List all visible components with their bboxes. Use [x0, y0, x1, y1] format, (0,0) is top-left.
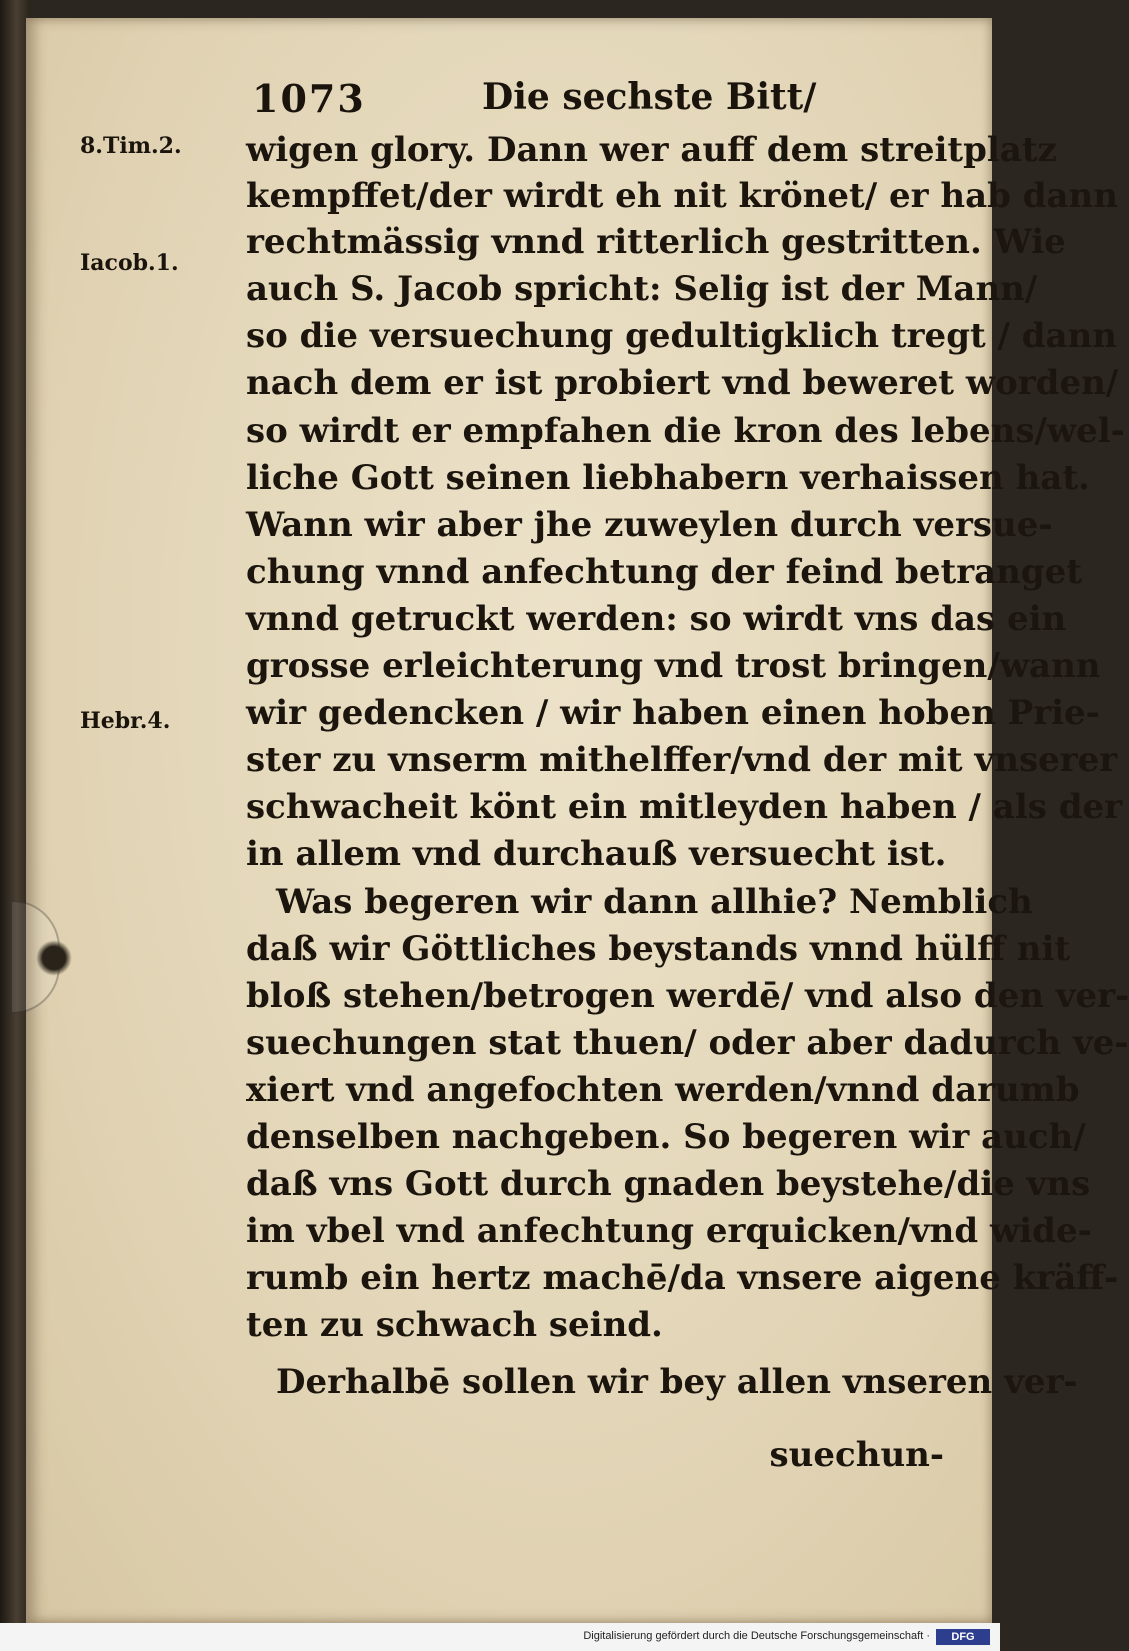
text-line: rechtmässig vnnd ritterlich gestritten. Wie — [246, 222, 1066, 262]
text-line: suechungen stat thuen/ oder aber dadurch ve- — [246, 1023, 1129, 1063]
text-line: so die versuechung gedultigklich tregt / dann — [246, 316, 1118, 356]
dfg-logo: DFG — [936, 1629, 990, 1645]
text-line: Derhalbē sollen wir bey allen vnseren ver- — [276, 1362, 1078, 1402]
text-line: daß vns Gott durch gnaden beystehe/die vns — [246, 1164, 1091, 1204]
text-line: ten zu schwach seind. — [246, 1305, 663, 1345]
catchword: suechun- — [769, 1435, 944, 1475]
margin-note: Hebr.4. — [80, 708, 171, 734]
page-number: 1073 — [252, 76, 366, 121]
text-line: in allem vnd durchauß versuecht ist. — [246, 834, 947, 874]
text-line: rumb ein hertz machē/da vnsere aigene kräff- — [246, 1258, 1119, 1298]
text-line: im vbel vnd anfechtung erquicken/vnd wide- — [246, 1211, 1092, 1251]
text-line: xiert vnd angefochten werden/vnnd darumb — [246, 1070, 1080, 1110]
text-line: schwacheit könt ein mitleyden haben / als der — [246, 787, 1123, 827]
text-line: kempffet/der wirdt eh nit krönet/ er hab dann — [246, 176, 1118, 216]
page-header — [252, 76, 952, 126]
text-line: liche Gott seinen liebhabern verhaissen hat. — [246, 458, 1090, 498]
text-line: denselben nachgeben. So begeren wir auch/ — [246, 1117, 1086, 1157]
margin-note: 8.Tim.2. — [80, 133, 182, 159]
text-line: wir gedencken / wir haben einen hoben Prie- — [246, 693, 1100, 733]
ink-blot — [36, 940, 72, 976]
text-line: auch S. Jacob spricht: Selig ist der Mann/ — [246, 269, 1038, 309]
text-line: grosse erleichterung vnd trost bringen/wann — [246, 646, 1101, 686]
text-line: wigen glory. Dann wer auff dem streitplatz — [246, 130, 1057, 170]
margin-note: Iacob.1. — [80, 250, 179, 276]
digitization-credit: Digitalisierung gefördert durch die Deutsche Forschungsgemeinschaft · — [583, 1630, 930, 1642]
text-line: chung vnnd anfechtung der feind betranget — [246, 552, 1083, 592]
text-line: so wirdt er empfahen die kron des lebens/wel- — [246, 411, 1125, 451]
text-line: bloß stehen/betrogen werdē/ vnd also den ver- — [246, 976, 1129, 1016]
text-line: nach dem er ist probiert vnd beweret worden/ — [246, 363, 1119, 403]
text-line: Was begeren wir dann allhie? Nemblich — [276, 882, 1033, 922]
running-head: Die sechste Bitt/ — [482, 76, 817, 118]
text-line: ster zu vnserm mithelffer/vnd der mit vnserer — [246, 740, 1118, 780]
text-line: Wann wir aber jhe zuweylen durch versue- — [246, 505, 1053, 545]
text-line: vnnd getruckt werden: so wirdt vns das ein — [246, 599, 1067, 639]
text-line: daß wir Göttliches beystands vnnd hülff nit — [246, 929, 1071, 969]
